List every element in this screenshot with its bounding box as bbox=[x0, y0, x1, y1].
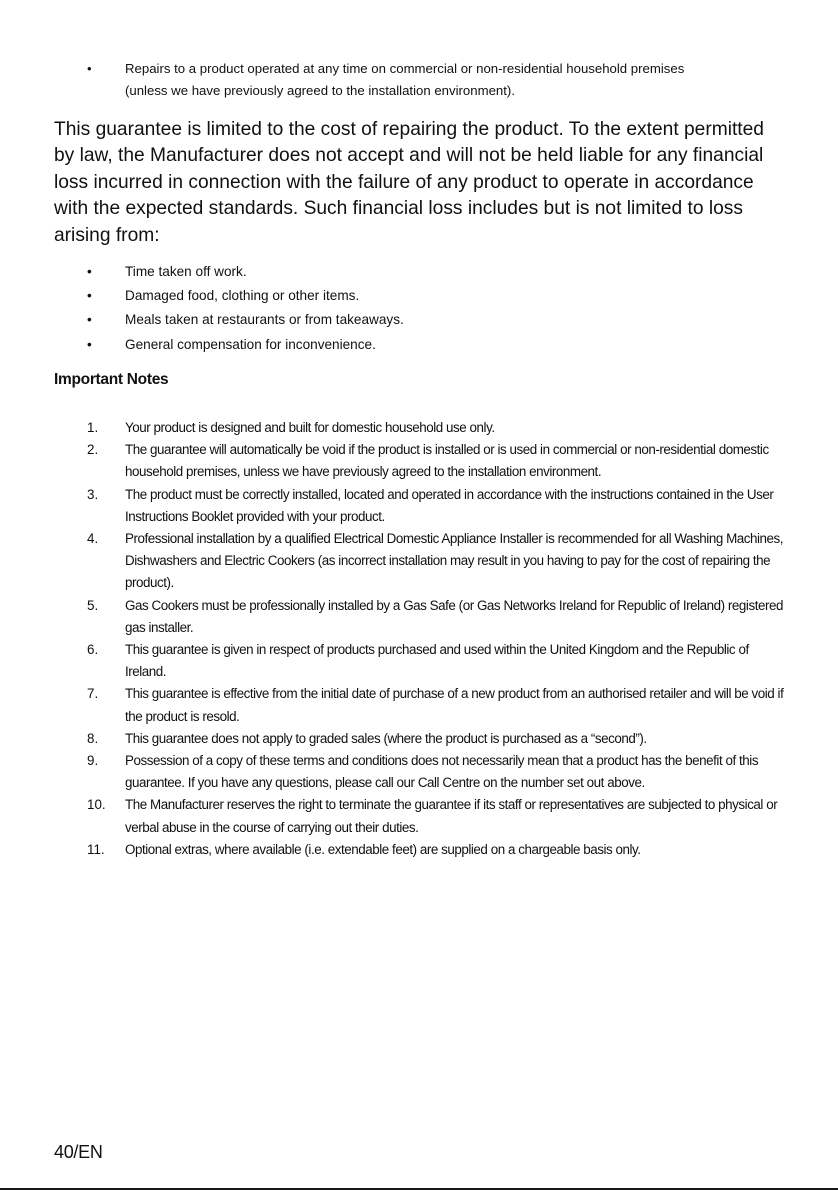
note-item bbox=[87, 839, 787, 861]
notes-heading: Important Notes bbox=[54, 371, 169, 388]
note-text: This guarantee is effective from the initial date of purchase of a new product from an authorised retailer and will be void if the product is resold. bbox=[125, 686, 784, 724]
list-item-text-continued: (unless we have previously agreed to the installation environment). bbox=[125, 82, 515, 98]
bullet-icon: • bbox=[87, 312, 92, 328]
note-text: Professional installation by a qualified Electrical Domestic Appliance Installer is recommended for all Washing Machines, Dishwashers and Electric Cookers (as incorrect installation may result in you having to pay for the cost of repairing the product). bbox=[125, 531, 784, 591]
note-item bbox=[87, 639, 787, 683]
list-item bbox=[87, 284, 787, 308]
list-item bbox=[87, 260, 787, 284]
note-number: 5. bbox=[87, 597, 99, 613]
bottom-rule bbox=[0, 1188, 838, 1190]
note-text: This guarantee does not apply to graded sales (where the product is purchased as a “second”). bbox=[125, 730, 647, 746]
list-item bbox=[87, 58, 787, 101]
guarantee-paragraph: This guarantee is limited to the cost of repairing the product. To the extent permitted by law, the Manufacturer does not accept and will not be held liable for any financial loss incurred in connection with the failure of any product to operate in accordance with the expected standards. Such financial loss includes but is not limited to loss arising from: bbox=[54, 119, 764, 246]
note-number: 9. bbox=[87, 753, 99, 769]
bullet-icon: • bbox=[87, 288, 92, 304]
note-text: The product must be correctly installed, located and operated in accordance with the instructions contained in the User Instructions Booklet provided with your product. bbox=[125, 486, 774, 524]
note-item bbox=[87, 595, 787, 639]
list-item-text: Damaged food, clothing or other items. bbox=[125, 288, 360, 304]
note-number: 8. bbox=[87, 730, 99, 746]
list-item-text: Repairs to a product operated at any time on commercial or non-residential household premises bbox=[125, 61, 685, 76]
note-number: 4. bbox=[87, 531, 99, 547]
note-item bbox=[87, 439, 787, 483]
note-number: 11. bbox=[87, 841, 105, 857]
note-item bbox=[87, 750, 787, 794]
note-number: 7. bbox=[87, 686, 99, 702]
note-item bbox=[87, 683, 787, 727]
list-item-text: Meals taken at restaurants or from takeaways. bbox=[125, 312, 404, 328]
loss-list bbox=[87, 260, 787, 357]
note-number: 10. bbox=[87, 797, 106, 813]
note-item bbox=[87, 794, 787, 838]
list-item bbox=[87, 308, 787, 332]
note-item bbox=[87, 484, 787, 528]
note-text: This guarantee is given in respect of products purchased and used within the United Kingdom and the Republic of Ireland. bbox=[125, 642, 749, 680]
note-text: Gas Cookers must be professionally installed by a Gas Safe (or Gas Networks Ireland for Republic of Ireland) registered gas installer. bbox=[125, 597, 783, 635]
list-item-text: Time taken off work. bbox=[125, 264, 247, 279]
note-number: 2. bbox=[87, 442, 99, 458]
bullet-icon: • bbox=[87, 61, 92, 76]
exclusions-list bbox=[87, 58, 787, 101]
note-text: The guarantee will automatically be void if the product is installed or is used in commercial or non-residential domestic household premises, unless we have previously agreed to the installation environment. bbox=[125, 442, 769, 480]
note-text: Optional extras, where available (i.e. extendable feet) are supplied on a chargeable basis only. bbox=[125, 841, 641, 857]
note-number: 3. bbox=[87, 486, 99, 502]
bullet-icon: • bbox=[87, 336, 92, 352]
note-number: 6. bbox=[87, 642, 99, 658]
page-number: 40/EN bbox=[54, 1142, 103, 1162]
note-text: Possession of a copy of these terms and conditions does not necessarily mean that a product has the benefit of this guarantee. If you have any questions, please call our Call Centre on the number set out above. bbox=[125, 753, 759, 791]
note-item bbox=[87, 528, 787, 595]
note-item bbox=[87, 417, 787, 439]
bullet-icon: • bbox=[87, 264, 92, 279]
note-item bbox=[87, 728, 787, 750]
note-text: The Manufacturer reserves the right to terminate the guarantee if its staff or representatives are subjected to physical or verbal abuse in the course of carrying out their duties. bbox=[125, 797, 778, 835]
note-text: Your product is designed and built for domestic household use only. bbox=[125, 420, 495, 435]
important-notes-list bbox=[87, 417, 787, 861]
list-item bbox=[87, 333, 787, 357]
list-item-text: General compensation for inconvenience. bbox=[125, 336, 376, 352]
note-number: 1. bbox=[87, 420, 99, 435]
